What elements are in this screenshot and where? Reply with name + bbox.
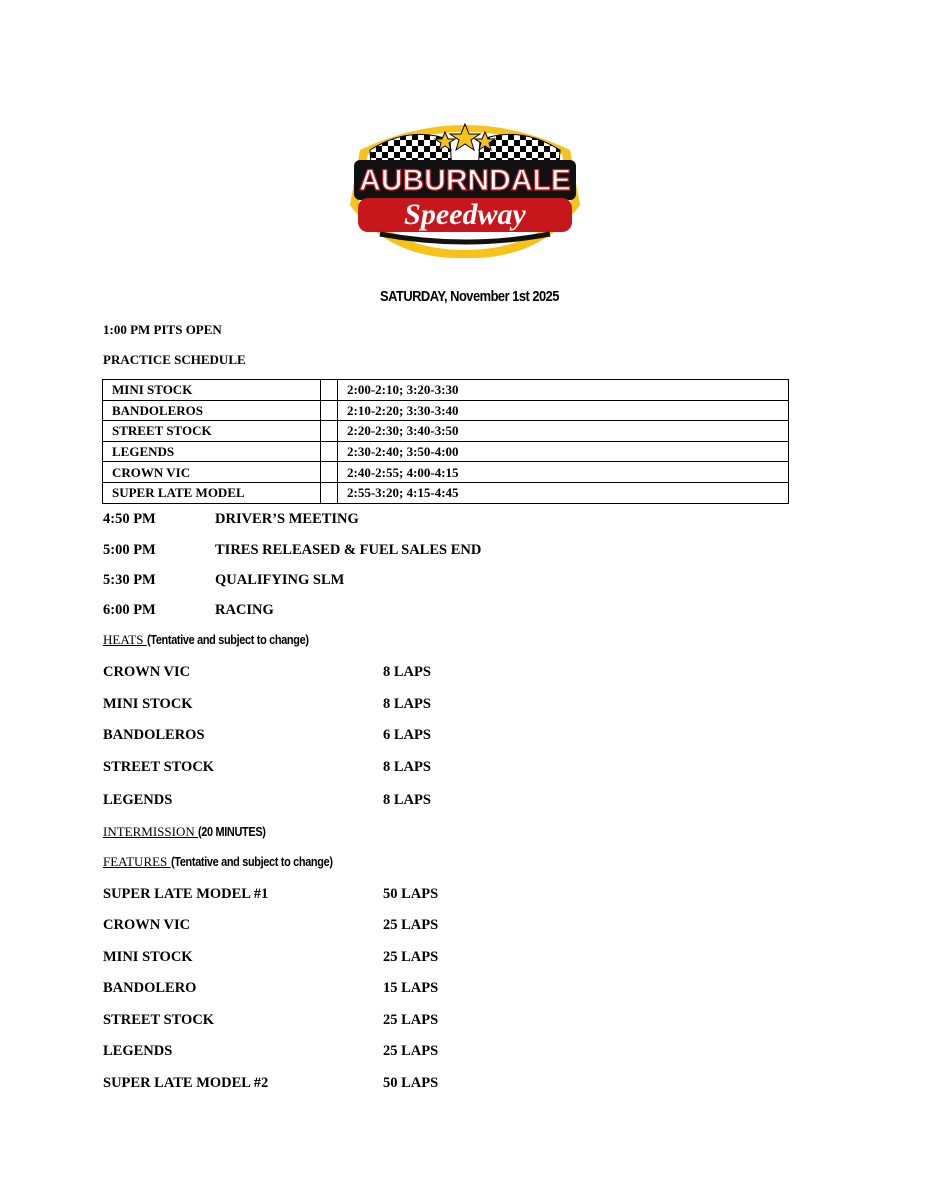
logo-line2: Speedway	[404, 198, 526, 231]
heat-class: MINI STOCK	[103, 696, 193, 712]
heat-class: LEGENDS	[103, 792, 173, 808]
timeline-time: 5:30 PM	[103, 572, 156, 588]
timeline-time: 5:00 PM	[103, 542, 156, 558]
heat-class: CROWN VIC	[103, 664, 191, 680]
practice-times: 2:55-3:20; 4:15-4:45	[338, 482, 789, 503]
feature-class: LEGENDS	[103, 1043, 173, 1059]
feature-class: SUPER LATE MODEL #1	[103, 886, 269, 902]
practice-times: 2:00-2:10; 3:20-3:30	[338, 380, 789, 401]
table-row	[103, 441, 789, 462]
feature-class: MINI STOCK	[103, 949, 193, 965]
feature-class: CROWN VIC	[103, 917, 191, 933]
heats-note: (Tentative and subject to change)	[146, 632, 309, 647]
table-row	[103, 380, 789, 401]
feature-laps: 25 LAPS	[383, 1012, 439, 1028]
intermission-title: INTERMISSION	[103, 824, 198, 839]
practice-times: 2:30-2:40; 3:50-4:00	[338, 441, 789, 462]
feature-laps: 50 LAPS	[383, 886, 439, 902]
timeline-time: 4:50 PM	[103, 511, 156, 527]
feature-laps: 25 LAPS	[383, 1043, 439, 1059]
practice-class: LEGENDS	[103, 441, 321, 462]
timeline-time: 6:00 PM	[103, 602, 156, 618]
practice-class: SUPER LATE MODEL	[103, 482, 321, 503]
timeline-event: DRIVER’S MEETING	[215, 511, 359, 527]
feature-laps: 25 LAPS	[383, 917, 439, 933]
timeline-event: QUALIFYING SLM	[215, 572, 345, 588]
speedway-logo	[340, 110, 590, 260]
practice-class: BANDOLEROS	[103, 400, 321, 421]
heat-laps: 6 LAPS	[383, 727, 431, 743]
timeline-event: RACING	[215, 602, 274, 618]
heat-laps: 8 LAPS	[383, 696, 431, 712]
features-note: (Tentative and subject to change)	[170, 854, 333, 869]
features-title: FEATURES	[103, 854, 171, 869]
practice-times: 2:10-2:20; 3:30-3:40	[338, 400, 789, 421]
intermission-heading	[103, 824, 278, 840]
table-row	[103, 462, 789, 483]
heat-laps: 8 LAPS	[383, 759, 431, 775]
table-row	[103, 421, 789, 442]
feature-class: SUPER LATE MODEL #2	[103, 1075, 269, 1091]
heats-title: HEATS	[103, 632, 147, 647]
table-row	[103, 482, 789, 503]
practice-class: STREET STOCK	[103, 421, 321, 442]
logo-line1: AUBURNDALE	[359, 164, 571, 197]
heats-heading	[103, 632, 339, 648]
feature-laps: 25 LAPS	[383, 949, 439, 965]
intermission-note: (20 MINUTES)	[197, 824, 266, 839]
practice-title: PRACTICE SCHEDULE	[103, 352, 246, 367]
event-date: SATURDAY, November 1st 2025	[380, 288, 559, 305]
heat-class: STREET STOCK	[103, 759, 215, 775]
feature-class: STREET STOCK	[103, 1012, 215, 1028]
practice-class: MINI STOCK	[103, 380, 321, 401]
practice-times: 2:40-2:55; 4:00-4:15	[338, 462, 789, 483]
timeline-event: TIRES RELEASED & FUEL SALES END	[215, 542, 482, 558]
heat-class: BANDOLEROS	[103, 727, 205, 743]
heat-laps: 8 LAPS	[383, 792, 431, 808]
practice-table	[102, 379, 789, 504]
heat-laps: 8 LAPS	[383, 664, 431, 680]
feature-laps: 15 LAPS	[383, 980, 439, 996]
pits-open: 1:00 PM PITS OPEN	[103, 322, 222, 337]
practice-times: 2:20-2:30; 3:40-3:50	[338, 421, 789, 442]
table-row	[103, 400, 789, 421]
feature-class: BANDOLERO	[103, 980, 197, 996]
features-heading	[103, 854, 363, 870]
practice-class: CROWN VIC	[103, 462, 321, 483]
feature-laps: 50 LAPS	[383, 1075, 439, 1091]
